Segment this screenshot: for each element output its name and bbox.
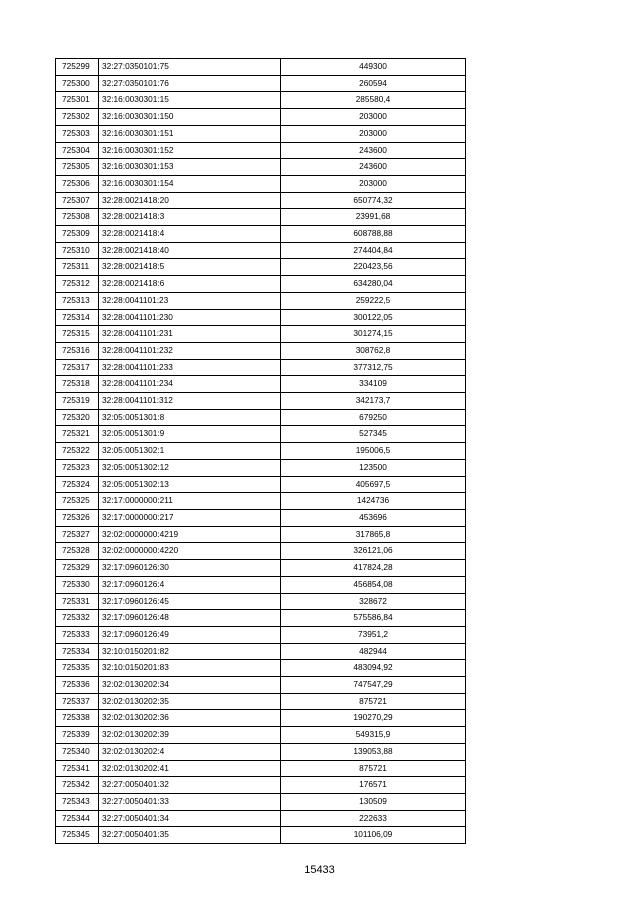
row-id-cell: 725321 [56, 426, 99, 443]
row-id-cell: 725306 [56, 175, 99, 192]
row-id-cell: 725303 [56, 125, 99, 142]
cadastral-number-cell: 32:28:0041101:233 [99, 359, 281, 376]
table-row [56, 793, 466, 810]
table-row [56, 109, 466, 126]
table-row [56, 777, 466, 794]
value-cell: 203000 [281, 175, 466, 192]
cadastral-number-cell: 32:05:0051302:12 [99, 459, 281, 476]
value-cell: 203000 [281, 125, 466, 142]
table-row [56, 610, 466, 627]
row-id-cell: 725328 [56, 543, 99, 560]
cadastral-number-cell: 32:05:0051301:8 [99, 409, 281, 426]
cadastral-number-cell: 32:16:0030301:153 [99, 159, 281, 176]
value-cell: 527345 [281, 426, 466, 443]
cadastral-number-cell: 32:17:0960126:45 [99, 593, 281, 610]
value-cell: 747547,29 [281, 677, 466, 694]
value-cell: 23991,68 [281, 209, 466, 226]
table-row [56, 443, 466, 460]
row-id-cell: 725339 [56, 727, 99, 744]
table-row [56, 677, 466, 694]
cadastral-number-cell: 32:27:0050401:34 [99, 810, 281, 827]
table-row [56, 426, 466, 443]
value-cell: 328672 [281, 593, 466, 610]
table-row [56, 75, 466, 92]
table-row [56, 576, 466, 593]
value-cell: 608788,88 [281, 226, 466, 243]
row-id-cell: 725320 [56, 409, 99, 426]
cadastral-number-cell: 32:28:0021418:20 [99, 192, 281, 209]
table-row [56, 509, 466, 526]
value-cell: 139053,88 [281, 743, 466, 760]
row-id-cell: 725316 [56, 342, 99, 359]
row-id-cell: 725317 [56, 359, 99, 376]
cadastral-number-cell: 32:02:0130202:34 [99, 677, 281, 694]
value-cell: 101106,09 [281, 827, 466, 844]
cadastral-number-cell: 32:28:0021418:3 [99, 209, 281, 226]
page-number: 15433 [304, 864, 335, 876]
value-cell: 176571 [281, 777, 466, 794]
row-id-cell: 725310 [56, 242, 99, 259]
table-row [56, 192, 466, 209]
cadastral-number-cell: 32:28:0041101:312 [99, 393, 281, 410]
value-cell: 300122,05 [281, 309, 466, 326]
row-id-cell: 725325 [56, 493, 99, 510]
table-row [56, 376, 466, 393]
cadastral-number-cell: 32:10:0150201:82 [99, 643, 281, 660]
table-row [56, 476, 466, 493]
cadastral-number-cell: 32:27:0050401:35 [99, 827, 281, 844]
value-cell: 456854,08 [281, 576, 466, 593]
table-row [56, 342, 466, 359]
value-cell: 483094,92 [281, 660, 466, 677]
table-row [56, 727, 466, 744]
row-id-cell: 725342 [56, 777, 99, 794]
cadastral-number-cell: 32:17:0000000:211 [99, 493, 281, 510]
table-row [56, 693, 466, 710]
row-id-cell: 725318 [56, 376, 99, 393]
value-cell: 301274,15 [281, 326, 466, 343]
value-cell: 308762,8 [281, 342, 466, 359]
cadastral-number-cell: 32:17:0960126:30 [99, 560, 281, 577]
value-cell: 73951,2 [281, 626, 466, 643]
cadastral-number-cell: 32:02:0130202:35 [99, 693, 281, 710]
table-row [56, 393, 466, 410]
cadastral-number-cell: 32:05:0051302:1 [99, 443, 281, 460]
value-cell: 634280,04 [281, 276, 466, 293]
row-id-cell: 725300 [56, 75, 99, 92]
cadastral-number-cell: 32:27:0050401:32 [99, 777, 281, 794]
row-id-cell: 725308 [56, 209, 99, 226]
table-row [56, 92, 466, 109]
table-row [56, 159, 466, 176]
row-id-cell: 725322 [56, 443, 99, 460]
value-cell: 285580,4 [281, 92, 466, 109]
table-row [56, 710, 466, 727]
value-cell: 650774,32 [281, 192, 466, 209]
cadastral-number-cell: 32:28:0021418:5 [99, 259, 281, 276]
value-cell: 203000 [281, 109, 466, 126]
table-row [56, 810, 466, 827]
cadastral-number-cell: 32:28:0041101:232 [99, 342, 281, 359]
row-id-cell: 725326 [56, 509, 99, 526]
row-id-cell: 725332 [56, 610, 99, 627]
value-cell: 260594 [281, 75, 466, 92]
cadastral-number-cell: 32:28:0041101:231 [99, 326, 281, 343]
cadastral-number-cell: 32:17:0000000:217 [99, 509, 281, 526]
table-row [56, 626, 466, 643]
table-body [56, 59, 466, 844]
value-cell: 243600 [281, 159, 466, 176]
cadastral-number-cell: 32:02:0130202:4 [99, 743, 281, 760]
value-cell: 449300 [281, 59, 466, 76]
row-id-cell: 725299 [56, 59, 99, 76]
table-row [56, 643, 466, 660]
cadastral-number-cell: 32:02:0130202:39 [99, 727, 281, 744]
row-id-cell: 725331 [56, 593, 99, 610]
table-row [56, 827, 466, 844]
row-id-cell: 725338 [56, 710, 99, 727]
cadastral-number-cell: 32:28:0021418:6 [99, 276, 281, 293]
row-id-cell: 725340 [56, 743, 99, 760]
value-cell: 274404,84 [281, 242, 466, 259]
row-id-cell: 725315 [56, 326, 99, 343]
cadastral-number-cell: 32:27:0350101:76 [99, 75, 281, 92]
value-cell: 334109 [281, 376, 466, 393]
table-row [56, 560, 466, 577]
value-cell: 875721 [281, 693, 466, 710]
value-cell: 317865,8 [281, 526, 466, 543]
cadastral-number-cell: 32:02:0000000:4219 [99, 526, 281, 543]
cadastral-number-cell: 32:10:0150201:83 [99, 660, 281, 677]
table-row [56, 175, 466, 192]
table-row [56, 242, 466, 259]
cadastral-number-cell: 32:05:0051302:13 [99, 476, 281, 493]
row-id-cell: 725319 [56, 393, 99, 410]
row-id-cell: 725311 [56, 259, 99, 276]
row-id-cell: 725324 [56, 476, 99, 493]
cadastral-number-cell: 32:16:0030301:150 [99, 109, 281, 126]
cadastral-number-cell: 32:28:0041101:23 [99, 292, 281, 309]
cadastral-number-cell: 32:27:0350101:75 [99, 59, 281, 76]
row-id-cell: 725301 [56, 92, 99, 109]
table-row [56, 259, 466, 276]
row-id-cell: 725337 [56, 693, 99, 710]
table-row [56, 743, 466, 760]
cadastral-number-cell: 32:16:0030301:151 [99, 125, 281, 142]
table-row [56, 276, 466, 293]
cadastral-number-cell: 32:05:0051301:9 [99, 426, 281, 443]
value-cell: 222633 [281, 810, 466, 827]
cadastral-number-cell: 32:16:0030301:15 [99, 92, 281, 109]
row-id-cell: 725345 [56, 827, 99, 844]
cadastral-number-cell: 32:17:0960126:4 [99, 576, 281, 593]
table-row [56, 309, 466, 326]
table-row [56, 226, 466, 243]
table-row [56, 125, 466, 142]
value-cell: 679250 [281, 409, 466, 426]
row-id-cell: 725334 [56, 643, 99, 660]
row-id-cell: 725304 [56, 142, 99, 159]
table-row [56, 359, 466, 376]
row-id-cell: 725327 [56, 526, 99, 543]
row-id-cell: 725343 [56, 793, 99, 810]
value-cell: 195006,5 [281, 443, 466, 460]
value-cell: 417824,28 [281, 560, 466, 577]
value-cell: 453696 [281, 509, 466, 526]
row-id-cell: 725333 [56, 626, 99, 643]
value-cell: 123500 [281, 459, 466, 476]
cadastral-number-cell: 32:17:0960126:49 [99, 626, 281, 643]
value-cell: 326121,06 [281, 543, 466, 560]
table-row [56, 493, 466, 510]
table-row [56, 760, 466, 777]
value-cell: 549315,9 [281, 727, 466, 744]
table-row [56, 326, 466, 343]
table-row [56, 292, 466, 309]
data-table [55, 58, 466, 844]
cadastral-number-cell: 32:28:0041101:230 [99, 309, 281, 326]
row-id-cell: 725309 [56, 226, 99, 243]
value-cell: 875721 [281, 760, 466, 777]
row-id-cell: 725341 [56, 760, 99, 777]
cadastral-number-cell: 32:16:0030301:152 [99, 142, 281, 159]
value-cell: 405697,5 [281, 476, 466, 493]
value-cell: 377312,75 [281, 359, 466, 376]
cadastral-number-cell: 32:02:0000000:4220 [99, 543, 281, 560]
cadastral-number-cell: 32:27:0050401:33 [99, 793, 281, 810]
value-cell: 575586,84 [281, 610, 466, 627]
table-row [56, 526, 466, 543]
row-id-cell: 725313 [56, 292, 99, 309]
value-cell: 1424736 [281, 493, 466, 510]
value-cell: 259222,5 [281, 292, 466, 309]
row-id-cell: 725314 [56, 309, 99, 326]
cadastral-number-cell: 32:17:0960126:48 [99, 610, 281, 627]
cadastral-number-cell: 32:28:0041101:234 [99, 376, 281, 393]
value-cell: 342173,7 [281, 393, 466, 410]
cadastral-number-cell: 32:28:0021418:4 [99, 226, 281, 243]
cadastral-number-cell: 32:02:0130202:36 [99, 710, 281, 727]
row-id-cell: 725307 [56, 192, 99, 209]
value-cell: 220423,56 [281, 259, 466, 276]
row-id-cell: 725330 [56, 576, 99, 593]
row-id-cell: 725335 [56, 660, 99, 677]
row-id-cell: 725305 [56, 159, 99, 176]
cadastral-number-cell: 32:02:0130202:41 [99, 760, 281, 777]
table-row [56, 142, 466, 159]
table-row [56, 543, 466, 560]
table-row [56, 459, 466, 476]
table-row [56, 409, 466, 426]
value-cell: 482944 [281, 643, 466, 660]
row-id-cell: 725312 [56, 276, 99, 293]
table-row [56, 209, 466, 226]
table-row [56, 660, 466, 677]
cadastral-number-cell: 32:16:0030301:154 [99, 175, 281, 192]
cadastral-number-cell: 32:28:0021418:40 [99, 242, 281, 259]
value-cell: 190270,29 [281, 710, 466, 727]
row-id-cell: 725344 [56, 810, 99, 827]
row-id-cell: 725329 [56, 560, 99, 577]
row-id-cell: 725336 [56, 677, 99, 694]
table-row [56, 59, 466, 76]
value-cell: 130509 [281, 793, 466, 810]
row-id-cell: 725323 [56, 459, 99, 476]
table-row [56, 593, 466, 610]
value-cell: 243600 [281, 142, 466, 159]
row-id-cell: 725302 [56, 109, 99, 126]
